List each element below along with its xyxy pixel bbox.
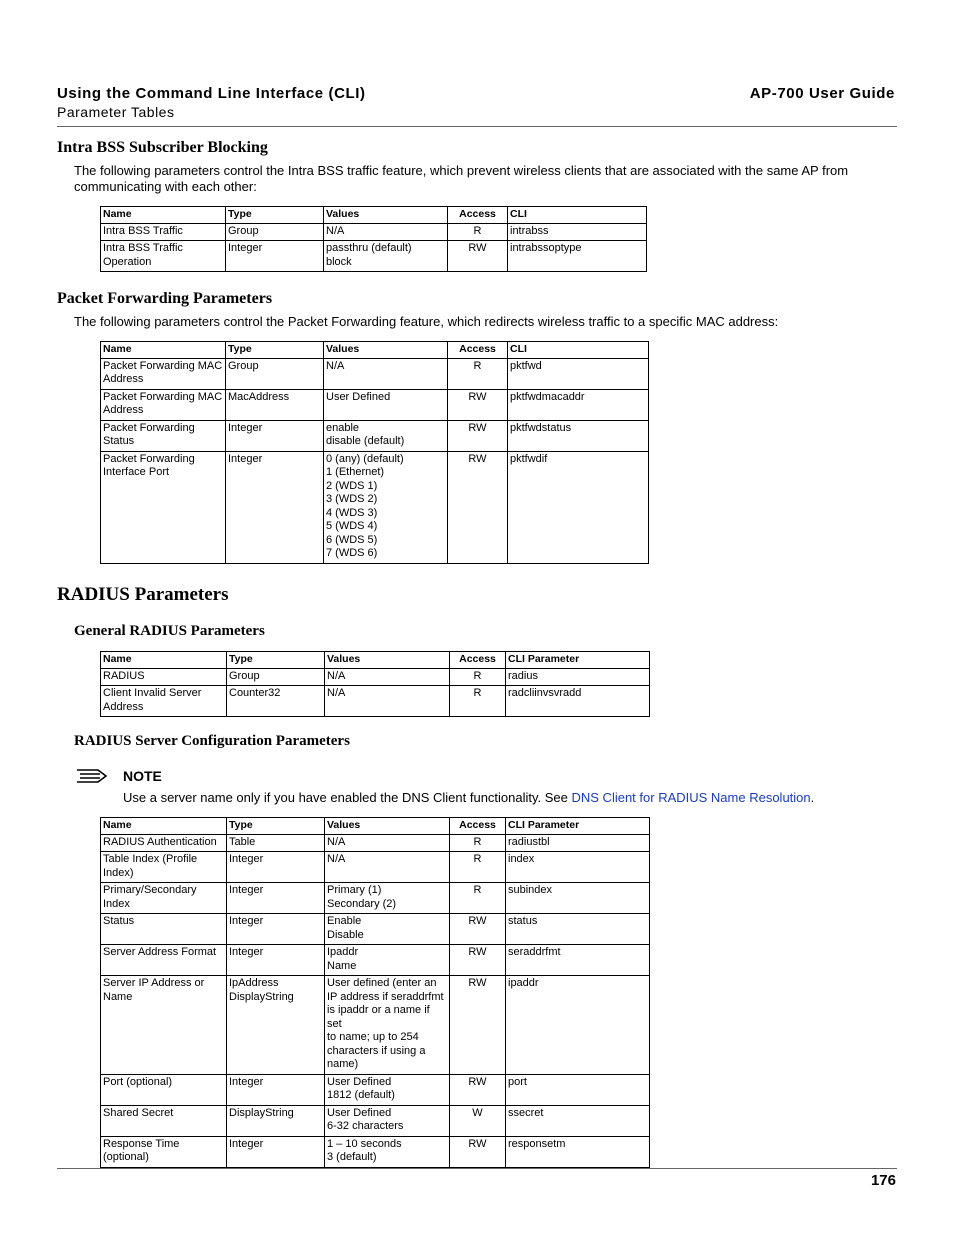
table-cell: Server IP Address or Name bbox=[101, 976, 227, 1075]
table-row bbox=[101, 852, 650, 883]
column-header: Access bbox=[450, 818, 506, 835]
intra-bss-intro: The following parameters control the Intra BSS traffic feature, which prevent wireless clients that are associated with the same AP from communicating with each other: bbox=[74, 163, 849, 194]
table-cell: Integer bbox=[226, 420, 324, 451]
table-header-row bbox=[101, 207, 647, 224]
table-cell: seraddrfmt bbox=[506, 945, 650, 976]
table-cell: DisplayString bbox=[227, 1105, 325, 1136]
table-row bbox=[101, 976, 650, 1075]
table-cell: RADIUS Authentication bbox=[101, 834, 227, 852]
table-cell: R bbox=[448, 223, 508, 241]
table-row bbox=[101, 223, 647, 241]
table-cell: Integer bbox=[227, 914, 325, 945]
table-cell: RW bbox=[448, 241, 508, 272]
table-cell: Packet Forwarding Status bbox=[101, 420, 226, 451]
table-cell: 0 (any) (default) 1 (Ethernet) 2 (WDS 1) 3 (WDS 2) 4 (WDS 3) 5 (WDS 4) 6 (WDS 5) 7 (WDS 6) bbox=[324, 451, 448, 563]
table-cell: Ipaddr Name bbox=[325, 945, 450, 976]
general-radius-heading: General RADIUS Parameters bbox=[74, 623, 265, 639]
note-end: . bbox=[810, 790, 815, 805]
header-rule bbox=[57, 126, 897, 127]
radius-server-table bbox=[100, 817, 650, 1168]
note-arrow-icon bbox=[76, 768, 108, 784]
table-cell: IpAddress DisplayString bbox=[227, 976, 325, 1075]
table-cell: Group bbox=[227, 668, 325, 686]
column-header: Access bbox=[448, 342, 508, 359]
table-header-row bbox=[101, 652, 650, 669]
table-row bbox=[101, 241, 647, 272]
table-cell: Group bbox=[226, 223, 324, 241]
packet-forwarding-table bbox=[100, 341, 649, 564]
table-cell: N/A bbox=[324, 358, 448, 389]
table-cell: Primary (1) Secondary (2) bbox=[325, 883, 450, 914]
table-row bbox=[101, 914, 650, 945]
column-header: Name bbox=[101, 207, 226, 224]
table-row bbox=[101, 451, 649, 563]
table-cell: R bbox=[450, 686, 506, 717]
table-row bbox=[101, 358, 649, 389]
table-row bbox=[101, 686, 650, 717]
table-cell: pktfwdmacaddr bbox=[508, 389, 649, 420]
table-cell: RW bbox=[448, 420, 508, 451]
table-cell: RW bbox=[448, 389, 508, 420]
table-cell: Enable Disable bbox=[325, 914, 450, 945]
table-cell: radcliinvsvradd bbox=[506, 686, 650, 717]
table-cell: Intra BSS Traffic bbox=[101, 223, 226, 241]
table-header-row bbox=[101, 818, 650, 835]
column-header: CLI Parameter bbox=[506, 652, 650, 669]
table-cell: RADIUS bbox=[101, 668, 227, 686]
table-cell: N/A bbox=[325, 834, 450, 852]
table-cell: port bbox=[506, 1074, 650, 1105]
table-cell: N/A bbox=[325, 686, 450, 717]
table-cell: Intra BSS Traffic Operation bbox=[101, 241, 226, 272]
table-row bbox=[101, 420, 649, 451]
note-text bbox=[123, 790, 814, 805]
table-cell: R bbox=[450, 668, 506, 686]
footer-rule bbox=[57, 1168, 897, 1169]
note-body: Use a server name only if you have enabled the DNS Client functionality. See bbox=[123, 790, 572, 805]
table-cell: Integer bbox=[226, 451, 324, 563]
column-header: Values bbox=[325, 652, 450, 669]
table-cell: Counter32 bbox=[227, 686, 325, 717]
section-title: Parameter Tables bbox=[57, 104, 175, 120]
table-cell: R bbox=[450, 852, 506, 883]
table-cell: Port (optional) bbox=[101, 1074, 227, 1105]
intra-bss-table bbox=[100, 206, 647, 272]
column-header: Name bbox=[101, 652, 227, 669]
table-cell: Response Time (optional) bbox=[101, 1136, 227, 1167]
table-row bbox=[101, 389, 649, 420]
table-row bbox=[101, 945, 650, 976]
radius-heading: RADIUS Parameters bbox=[57, 584, 229, 605]
column-header: Values bbox=[324, 342, 448, 359]
column-header: Type bbox=[227, 652, 325, 669]
column-header: CLI Parameter bbox=[506, 818, 650, 835]
table-cell: Server Address Format bbox=[101, 945, 227, 976]
table-cell: pktfwdstatus bbox=[508, 420, 649, 451]
guide-title: AP-700 User Guide bbox=[749, 85, 895, 102]
table-cell: pktfwd bbox=[508, 358, 649, 389]
table-cell: ssecret bbox=[506, 1105, 650, 1136]
table-cell: N/A bbox=[325, 668, 450, 686]
table-cell: Shared Secret bbox=[101, 1105, 227, 1136]
column-header: Name bbox=[101, 818, 227, 835]
table-cell: enable disable (default) bbox=[324, 420, 448, 451]
table-cell: R bbox=[450, 883, 506, 914]
column-header: Type bbox=[226, 207, 324, 224]
table-cell: Table bbox=[227, 834, 325, 852]
packet-forwarding-intro: The following parameters control the Packet Forwarding feature, which redirects wireless traffic to a specific MAC address: bbox=[74, 314, 779, 329]
table-cell: Integer bbox=[227, 883, 325, 914]
column-header: CLI bbox=[508, 207, 647, 224]
table-cell: Integer bbox=[227, 852, 325, 883]
table-cell: MacAddress bbox=[226, 389, 324, 420]
table-cell: User defined (enter an IP address if seraddrfmt is ipaddr or a name if set to name; up to 254 characters if using a name) bbox=[325, 976, 450, 1075]
table-cell: RW bbox=[450, 1136, 506, 1167]
table-cell: Integer bbox=[226, 241, 324, 272]
column-header: Values bbox=[324, 207, 448, 224]
column-header: Type bbox=[226, 342, 324, 359]
table-cell: N/A bbox=[324, 223, 448, 241]
table-row bbox=[101, 834, 650, 852]
table-cell: User Defined bbox=[324, 389, 448, 420]
packet-forwarding-heading: Packet Forwarding Parameters bbox=[57, 290, 273, 307]
column-header: Name bbox=[101, 342, 226, 359]
table-cell: status bbox=[506, 914, 650, 945]
table-cell: R bbox=[450, 834, 506, 852]
table-cell: intrabssoptype bbox=[508, 241, 647, 272]
table-cell: RW bbox=[450, 945, 506, 976]
table-cell: RW bbox=[450, 976, 506, 1075]
table-cell: User Defined 6-32 characters bbox=[325, 1105, 450, 1136]
note-title: NOTE bbox=[123, 768, 162, 784]
table-cell: intrabss bbox=[508, 223, 647, 241]
column-header: Values bbox=[325, 818, 450, 835]
table-cell: Packet Forwarding MAC Address bbox=[101, 358, 226, 389]
table-cell: RW bbox=[450, 1074, 506, 1105]
table-cell: RW bbox=[448, 451, 508, 563]
chapter-title: Using the Command Line Interface (CLI) bbox=[57, 85, 366, 102]
table-cell: N/A bbox=[325, 852, 450, 883]
general-radius-table bbox=[100, 651, 650, 717]
table-cell: radius bbox=[506, 668, 650, 686]
table-cell: Integer bbox=[227, 1074, 325, 1105]
table-cell: Integer bbox=[227, 945, 325, 976]
table-row bbox=[101, 1136, 650, 1167]
table-cell: Status bbox=[101, 914, 227, 945]
table-cell: Group bbox=[226, 358, 324, 389]
table-cell: Packet Forwarding Interface Port bbox=[101, 451, 226, 563]
table-row bbox=[101, 668, 650, 686]
column-header: CLI bbox=[508, 342, 649, 359]
table-cell: RW bbox=[450, 914, 506, 945]
table-cell: W bbox=[450, 1105, 506, 1136]
table-row bbox=[101, 883, 650, 914]
table-cell: passthru (default) block bbox=[324, 241, 448, 272]
column-header: Access bbox=[450, 652, 506, 669]
table-cell: User Defined 1812 (default) bbox=[325, 1074, 450, 1105]
table-cell: Integer bbox=[227, 1136, 325, 1167]
column-header: Access bbox=[448, 207, 508, 224]
table-cell: Primary/Secondary Index bbox=[101, 883, 227, 914]
table-cell: radiustbl bbox=[506, 834, 650, 852]
table-row bbox=[101, 1074, 650, 1105]
table-cell: responsetm bbox=[506, 1136, 650, 1167]
table-cell: Table Index (Profile Index) bbox=[101, 852, 227, 883]
table-cell: ipaddr bbox=[506, 976, 650, 1075]
dns-client-link[interactable]: DNS Client for RADIUS Name Resolution bbox=[571, 790, 811, 805]
page-number: 176 bbox=[870, 1172, 896, 1189]
table-cell: subindex bbox=[506, 883, 650, 914]
table-cell: 1 – 10 seconds 3 (default) bbox=[325, 1136, 450, 1167]
table-cell: index bbox=[506, 852, 650, 883]
table-row bbox=[101, 1105, 650, 1136]
table-cell: Client Invalid Server Address bbox=[101, 686, 227, 717]
table-header-row bbox=[101, 342, 649, 359]
column-header: Type bbox=[227, 818, 325, 835]
radius-server-config-heading: RADIUS Server Configuration Parameters bbox=[74, 733, 350, 749]
intra-bss-heading: Intra BSS Subscriber Blocking bbox=[57, 139, 268, 156]
table-cell: Packet Forwarding MAC Address bbox=[101, 389, 226, 420]
table-cell: pktfwdif bbox=[508, 451, 649, 563]
table-cell: R bbox=[448, 358, 508, 389]
